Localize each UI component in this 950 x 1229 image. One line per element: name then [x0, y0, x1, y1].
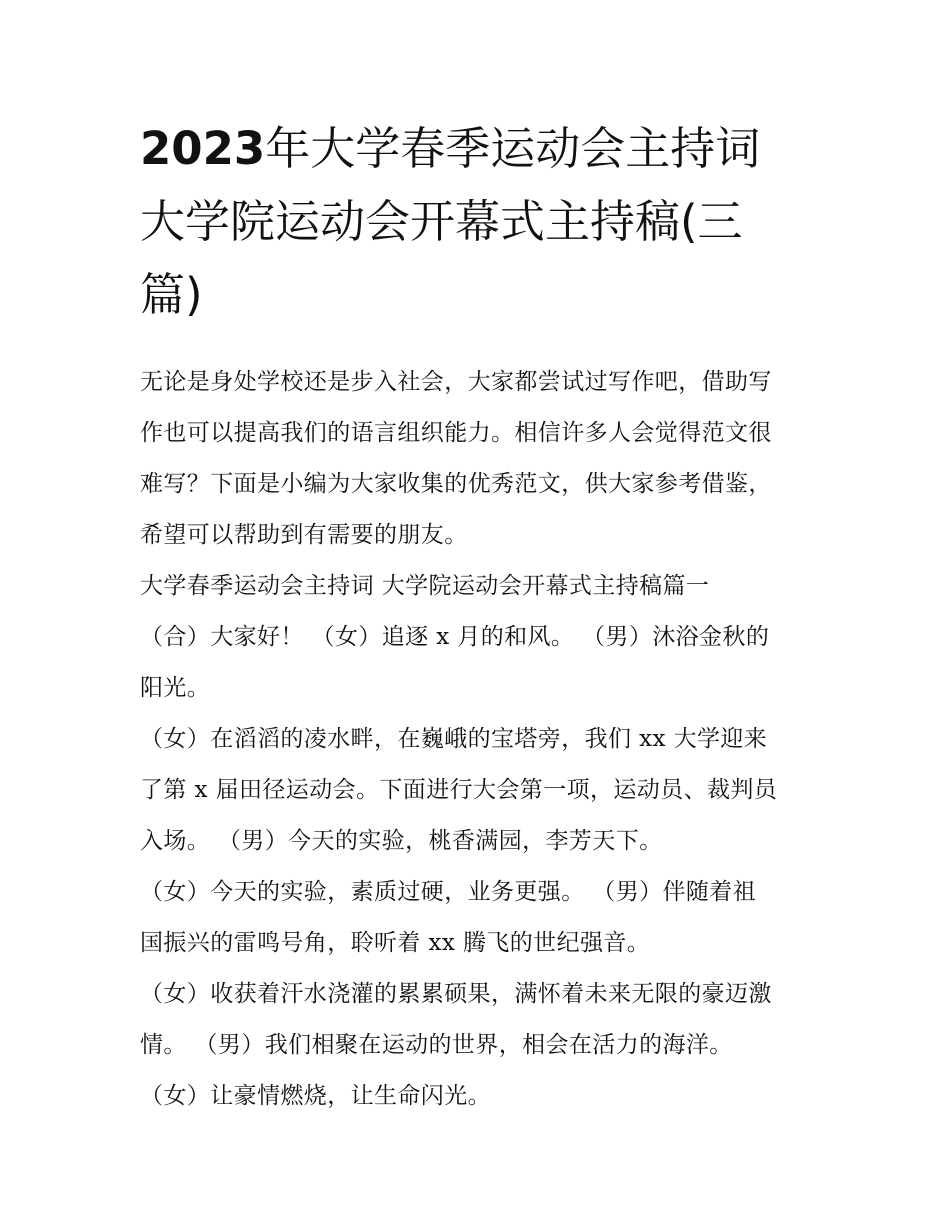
title-line-3: 篇)	[140, 268, 203, 321]
intro-line: 作也可以提高我们的语言组织能力。相信许多人会觉得范文很	[140, 420, 772, 446]
body-line: 情。 （男）我们相聚在运动的世界，相会在活力的海洋。	[140, 1032, 733, 1058]
body-line: （女）收获着汗水浇灌的累累硕果，满怀着未来无限的豪迈激	[140, 981, 772, 1007]
intro-line: 难写？下面是小编为大家收集的优秀范文，供大家参考借鉴，	[140, 471, 772, 497]
body-line: 了第 x 届田径运动会。下面进行大会第一项，运动员、裁判员	[140, 777, 778, 803]
body-line: （女）在滔滔的凌水畔，在巍峨的宝塔旁，我们 xx 大学迎来	[140, 726, 768, 752]
title-line-1	[140, 112, 830, 185]
title-year: 2023	[140, 122, 266, 175]
title-line-2: 大学院运动会开幕式主持稿(三	[140, 195, 743, 248]
body-line: 入场。 （男）今天的实验，桃香满园，李芳天下。	[140, 828, 663, 854]
body-line: （女）让豪情燃烧，让生命闪光。	[140, 1083, 491, 1109]
body-line: 国振兴的雷鸣号角，聆听着 xx 腾飞的世纪强音。	[140, 930, 651, 956]
intro-line: 无论是身处学校还是步入社会，大家都尝试过写作吧，借助写	[140, 369, 772, 395]
title-line-1-text: 年大学春季运动会主持词	[265, 122, 761, 175]
document-body	[140, 357, 830, 1122]
body-line: （合）大家好！ （女）追逐 x 月的和风。 （男）沐浴金秋的	[140, 624, 770, 650]
section-heading: 大学春季运动会主持词 大学院运动会开幕式主持稿篇一	[140, 573, 710, 599]
intro-line: 希望可以帮助到有需要的朋友。	[140, 522, 468, 548]
document-title	[140, 112, 830, 331]
body-line: （女）今天的实验，素质过硬，业务更强。 （男）伴随着祖	[140, 879, 757, 905]
body-line: 阳光。	[140, 675, 211, 701]
